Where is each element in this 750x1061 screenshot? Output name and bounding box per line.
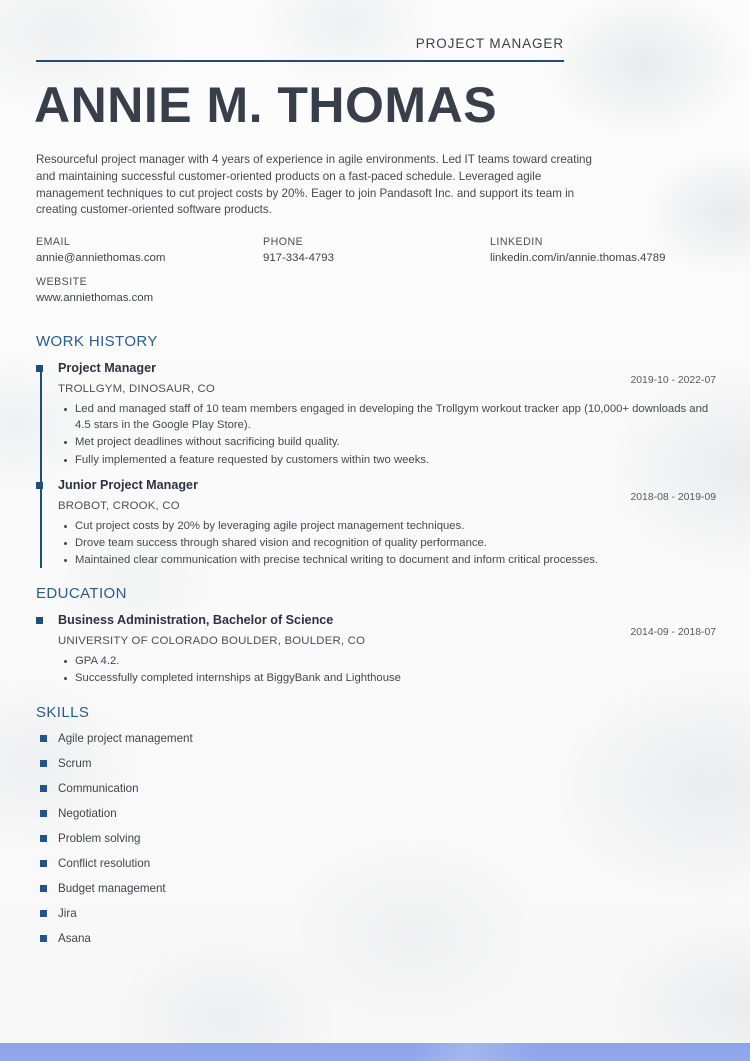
skill-label: Agile project management — [58, 732, 193, 745]
list-item — [36, 756, 716, 781]
square-marker-icon — [40, 935, 47, 942]
section-heading: SKILLS — [36, 704, 90, 721]
skill-label: Conflict resolution — [58, 857, 151, 870]
list-item — [36, 781, 716, 806]
list-item: GPA 4.2. — [75, 653, 716, 669]
skills-list — [36, 731, 716, 956]
skill-label: Budget management — [58, 882, 166, 895]
square-marker-icon — [36, 617, 43, 624]
list-item — [36, 881, 716, 906]
header-role-title: PROJECT MANAGER — [415, 36, 564, 51]
skill-label: Scrum — [58, 757, 92, 770]
section-education — [36, 585, 716, 687]
footer-accent-bar — [0, 1043, 750, 1061]
contact-label: WEBSITE — [36, 276, 88, 288]
section-heading: WORK HISTORY — [36, 333, 158, 350]
skill-label: Asana — [58, 932, 91, 945]
contact-label: PHONE — [263, 236, 304, 248]
contact-row — [36, 276, 716, 304]
contact-value[interactable]: www.anniethomas.com — [36, 292, 154, 304]
page-title: ANNIE M. THOMAS — [34, 77, 498, 133]
contact-details — [36, 236, 716, 316]
job-employer: TROLLGYM, DINOSAUR, CO — [58, 383, 215, 395]
contact-value[interactable]: annie@anniethomas.com — [36, 252, 166, 264]
square-marker-icon — [40, 735, 47, 742]
list-item — [36, 806, 716, 831]
professional-summary: Resourceful project manager with 4 years of experience in agile environments. Led IT teams toward creating and maintaining successful customer-oriented products on a fast-paced schedule. Leveraged agile management techniques to cut project costs by 20%. Eager to join Pandasoft Inc. and support its team in creating customer-oriented software products. — [36, 153, 592, 217]
degree-title: Business Administration, Bachelor of Science — [58, 613, 334, 627]
contact-item-email — [36, 236, 263, 264]
contact-value[interactable]: linkedin.com/in/annie.thomas.4789 — [490, 252, 666, 264]
skill-label: Problem solving — [58, 832, 141, 845]
list-item: Met project deadlines without sacrificing build quality. — [75, 434, 716, 450]
job-dates: 2019-10 - 2022-07 — [630, 375, 716, 386]
square-marker-icon — [40, 785, 47, 792]
timeline-rail — [40, 368, 42, 568]
section-work-history — [36, 333, 716, 569]
skill-label: Communication — [58, 782, 139, 795]
list-item — [36, 906, 716, 931]
job-title: Junior Project Manager — [58, 477, 198, 492]
header-divider-rule — [36, 60, 564, 62]
contact-item-phone — [263, 236, 490, 264]
square-marker-icon — [40, 860, 47, 867]
square-marker-icon — [36, 482, 43, 489]
work-history-entries — [36, 361, 716, 568]
job-title: Project Manager — [58, 361, 156, 375]
work-entry — [58, 478, 716, 569]
contact-label: EMAIL — [36, 236, 71, 248]
list-item — [36, 831, 716, 856]
section-heading: EDUCATION — [36, 585, 127, 602]
list-item — [36, 731, 716, 756]
skill-label: Negotiation — [58, 807, 117, 820]
education-entry — [58, 613, 716, 686]
square-marker-icon — [40, 910, 47, 917]
education-entries — [36, 613, 716, 686]
contact-item-linkedin — [490, 236, 717, 264]
contact-row — [36, 236, 716, 264]
section-skills — [36, 704, 716, 956]
list-item: Fully implemented a feature requested by customers within two weeks. — [75, 452, 716, 468]
contact-value[interactable]: 917-334-4793 — [263, 252, 334, 264]
square-marker-icon — [40, 760, 47, 767]
list-item: Maintained clear communication with precise technical writing to document and inform critical processes. — [75, 552, 716, 568]
list-item: Drove team success through shared vision and recognition of quality performance. — [75, 535, 716, 551]
list-item: Led and managed staff of 10 team members engaged in developing the Trollgym workout tracker app (10,000+ downloads and 4.5 stars in the Google Play Store). — [75, 401, 716, 433]
list-item — [36, 856, 716, 881]
job-dates: 2018-08 - 2019-09 — [630, 491, 716, 503]
job-employer: BROBOT, CROOK, CO — [58, 499, 180, 512]
list-item — [36, 931, 716, 956]
square-marker-icon — [40, 810, 47, 817]
list-item: Cut project costs by 20% by leveraging agile project management techniques. — [75, 518, 716, 534]
education-bullet-list — [58, 653, 716, 686]
list-item: Successfully completed internships at BiggyBank and Lighthouse — [75, 670, 716, 686]
job-bullet-list — [58, 401, 716, 468]
contact-item-website — [36, 276, 263, 304]
square-marker-icon — [36, 365, 43, 372]
square-marker-icon — [40, 885, 47, 892]
work-entry — [58, 361, 716, 468]
education-dates: 2014-09 - 2018-07 — [630, 627, 716, 638]
school-name: UNIVERSITY OF COLORADO BOULDER, BOULDER, CO — [58, 635, 366, 647]
contact-label: LINKEDIN — [490, 236, 543, 248]
square-marker-icon — [40, 835, 47, 842]
job-bullet-list — [58, 518, 716, 569]
skill-label: Jira — [58, 907, 77, 920]
